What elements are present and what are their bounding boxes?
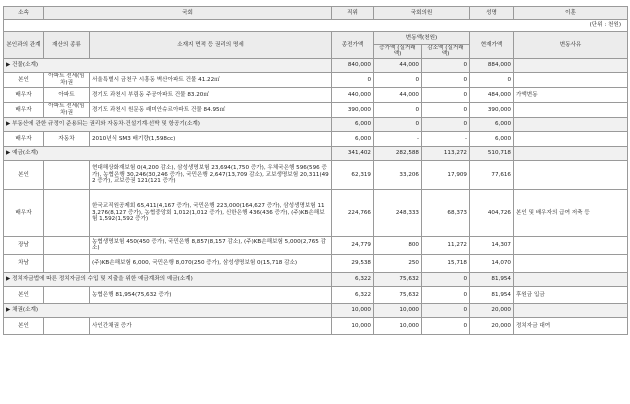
- row-kind: [44, 189, 90, 236]
- row-kind: [44, 286, 90, 303]
- row-relation: 차남: [4, 254, 44, 272]
- row-description: 2010년식 SM3 배기량(1,598cc): [90, 131, 332, 146]
- unit-label: (단위 : 천원): [4, 20, 628, 32]
- section-current: 884,000: [470, 58, 514, 72]
- header-position-label: 직위: [332, 7, 374, 20]
- col-current-value: 현재가액: [470, 32, 514, 59]
- row-description: 경기도 과천시 원문동 래미안슈르아파트 건물 84.95㎡: [90, 102, 332, 117]
- row-description: 농협생명보험 450(450 증가), 국민은행 8,857(8,157 감소), (주)KB손해보험 5,000(2,765 감소): [90, 236, 332, 254]
- row-reason: 후원금 입금: [514, 286, 628, 303]
- row-current: 390,000: [470, 102, 514, 117]
- section-increase: 75,632: [374, 272, 422, 286]
- row-reason: [514, 160, 628, 189]
- section-title: ▶ 부동산에 관한 규정이 준용되는 권리와 자동차·건설기계·선박 및 항공기(소계): [4, 117, 332, 131]
- col-kind: 재산의 종류: [44, 32, 90, 59]
- section-prev: 341,402: [332, 146, 374, 160]
- row-decrease: 17,909: [422, 160, 470, 189]
- header-name-value: 이훈: [514, 7, 628, 20]
- asset-row: [4, 254, 628, 272]
- section-reason: [514, 58, 628, 72]
- row-current: 0: [470, 72, 514, 87]
- asset-row: [4, 131, 628, 146]
- row-increase: 0: [374, 72, 422, 87]
- section-increase: 44,000: [374, 58, 422, 72]
- row-prev: 224,766: [332, 189, 374, 236]
- asset-row: [4, 87, 628, 102]
- col-reason: 변동사유: [514, 32, 628, 59]
- section-increase: 10,000: [374, 303, 422, 317]
- row-prev: 24,779: [332, 236, 374, 254]
- row-current: 6,000: [470, 131, 514, 146]
- column-header-row-1: [4, 32, 628, 45]
- section-decrease: 0: [422, 272, 470, 286]
- section-subtotal-row: [4, 272, 628, 286]
- row-description: (주)KB손해보험 6,000, 국민은행 8,070(250 증가), 삼성생명보험 0(15,718 감소): [90, 254, 332, 272]
- section-current: 6,000: [470, 117, 514, 131]
- asset-row: [4, 72, 628, 87]
- section-current: 81,954: [470, 272, 514, 286]
- section-prev: 840,000: [332, 58, 374, 72]
- asset-row: [4, 286, 628, 303]
- row-current: 81,954: [470, 286, 514, 303]
- row-increase: 44,000: [374, 87, 422, 102]
- row-decrease: 15,718: [422, 254, 470, 272]
- row-reason: [514, 102, 628, 117]
- row-relation: 본인: [4, 72, 44, 87]
- row-kind: 자동차: [44, 131, 90, 146]
- section-decrease: 113,272: [422, 146, 470, 160]
- row-decrease: 0: [422, 87, 470, 102]
- header-name-label: 성명: [470, 7, 514, 20]
- row-relation: 장남: [4, 236, 44, 254]
- asset-row: [4, 317, 628, 334]
- row-relation: 본인: [4, 160, 44, 189]
- row-description: 농협은행 81,954(75,632 증가): [90, 286, 332, 303]
- header-org-value: 국회: [44, 7, 332, 20]
- section-increase: 0: [374, 117, 422, 131]
- asset-row: [4, 236, 628, 254]
- asset-row: [4, 160, 628, 189]
- section-decrease: 0: [422, 117, 470, 131]
- row-decrease: 0: [422, 72, 470, 87]
- row-relation: 배우자: [4, 102, 44, 117]
- col-previous-value: 종전가액: [332, 32, 374, 59]
- section-title: ▶ 건물(소계): [4, 58, 332, 72]
- row-decrease: 0: [422, 286, 470, 303]
- row-reason: [514, 72, 628, 87]
- row-decrease: 0: [422, 317, 470, 334]
- asset-table: [3, 6, 628, 335]
- row-current: 14,307: [470, 236, 514, 254]
- row-prev: 440,000: [332, 87, 374, 102]
- unit-row: [4, 20, 628, 32]
- row-decrease: 0: [422, 102, 470, 117]
- row-description: 현대해상화재보험 0(4,200 감소), 삼성생명보험 23,694(1,750 증가), 우체국은행 596(596 증가), 농협은행 30,246(30,246 증가), 국민은행 2,647(13,709 감소), 교보생명보험 20,311(492 증가), 교보증권 121(121 증가): [90, 160, 332, 189]
- row-description: 경기도 과천시 부림동 주공아파트 건물 83.20㎡: [90, 87, 332, 102]
- row-reason: 본인 및 배우자의 급여 저축 등: [514, 189, 628, 236]
- col-relation: 본인과의 관계: [4, 32, 44, 59]
- row-relation: 배우자: [4, 87, 44, 102]
- row-current: 77,616: [470, 160, 514, 189]
- row-kind: [44, 254, 90, 272]
- row-increase: 0: [374, 102, 422, 117]
- row-current: 20,000: [470, 317, 514, 334]
- row-prev: 0: [332, 72, 374, 87]
- section-title: ▶ 정치자금법에 따른 정치자금의 수입 및 지출을 위한 예금계좌의 예금(소계): [4, 272, 332, 286]
- row-relation: 본인: [4, 286, 44, 303]
- section-subtotal-row: [4, 146, 628, 160]
- section-prev: 10,000: [332, 303, 374, 317]
- col-increase: 증가액 (실거래액): [374, 45, 422, 59]
- row-increase: 33,206: [374, 160, 422, 189]
- header-org-label: 소속: [4, 7, 44, 20]
- row-increase: 248,333: [374, 189, 422, 236]
- section-subtotal-row: [4, 58, 628, 72]
- row-increase: -: [374, 131, 422, 146]
- row-decrease: 11,272: [422, 236, 470, 254]
- section-reason: [514, 146, 628, 160]
- row-reason: [514, 254, 628, 272]
- row-kind: 아파트 전세(임차)권: [44, 72, 90, 87]
- section-prev: 6,322: [332, 272, 374, 286]
- row-decrease: -: [422, 131, 470, 146]
- row-kind: 아파트: [44, 87, 90, 102]
- row-kind: [44, 160, 90, 189]
- section-current: 510,718: [470, 146, 514, 160]
- row-reason: 가액변동: [514, 87, 628, 102]
- row-prev: 62,319: [332, 160, 374, 189]
- row-description: 서울특별시 금천구 시흥동 벽산아파트 건물 41.22㎡: [90, 72, 332, 87]
- col-description: 소재지 면적 등 권리의 명세: [90, 32, 332, 59]
- row-relation: 배우자: [4, 189, 44, 236]
- asset-row: [4, 102, 628, 117]
- row-current: 14,070: [470, 254, 514, 272]
- col-change: 변동액(천원): [374, 32, 470, 45]
- row-prev: 10,000: [332, 317, 374, 334]
- row-increase: 250: [374, 254, 422, 272]
- section-reason: [514, 117, 628, 131]
- row-reason: [514, 131, 628, 146]
- row-prev: 6,322: [332, 286, 374, 303]
- header-row: [4, 7, 628, 20]
- row-decrease: 68,373: [422, 189, 470, 236]
- section-decrease: 0: [422, 303, 470, 317]
- section-increase: 282,588: [374, 146, 422, 160]
- row-reason: 정치자금 대여: [514, 317, 628, 334]
- section-decrease: 0: [422, 58, 470, 72]
- section-title: ▶ 채권(소계): [4, 303, 332, 317]
- row-prev: 6,000: [332, 131, 374, 146]
- section-reason: [514, 303, 628, 317]
- row-increase: 800: [374, 236, 422, 254]
- section-subtotal-row: [4, 117, 628, 131]
- header-position-value: 국회의원: [374, 7, 470, 20]
- section-subtotal-row: [4, 303, 628, 317]
- col-decrease: 감소액 (실거래액): [422, 45, 470, 59]
- row-prev: 390,000: [332, 102, 374, 117]
- section-reason: [514, 272, 628, 286]
- section-prev: 6,000: [332, 117, 374, 131]
- row-description: 한국교직원공제회 65,411(4,167 증가), 국민은행 223,000(164,627 증가), 삼성생명보험 113,276(8,127 증가), 농협중앙회 1,012(1,012 증가), 신한은행 436(436 증가), (주)KB손해보험 1,592(1,592 증가): [90, 189, 332, 236]
- row-kind: [44, 236, 90, 254]
- row-increase: 10,000: [374, 317, 422, 334]
- row-relation: 본인: [4, 317, 44, 334]
- row-description: 사인간채권 증가: [90, 317, 332, 334]
- row-relation: 배우자: [4, 131, 44, 146]
- row-current: 404,726: [470, 189, 514, 236]
- row-kind: [44, 317, 90, 334]
- asset-row: [4, 189, 628, 236]
- row-reason: [514, 236, 628, 254]
- section-current: 20,000: [470, 303, 514, 317]
- row-current: 484,000: [470, 87, 514, 102]
- row-kind: 아파트 전세(임차)권: [44, 102, 90, 117]
- row-prev: 29,538: [332, 254, 374, 272]
- row-increase: 75,632: [374, 286, 422, 303]
- section-title: ▶ 예금(소계): [4, 146, 332, 160]
